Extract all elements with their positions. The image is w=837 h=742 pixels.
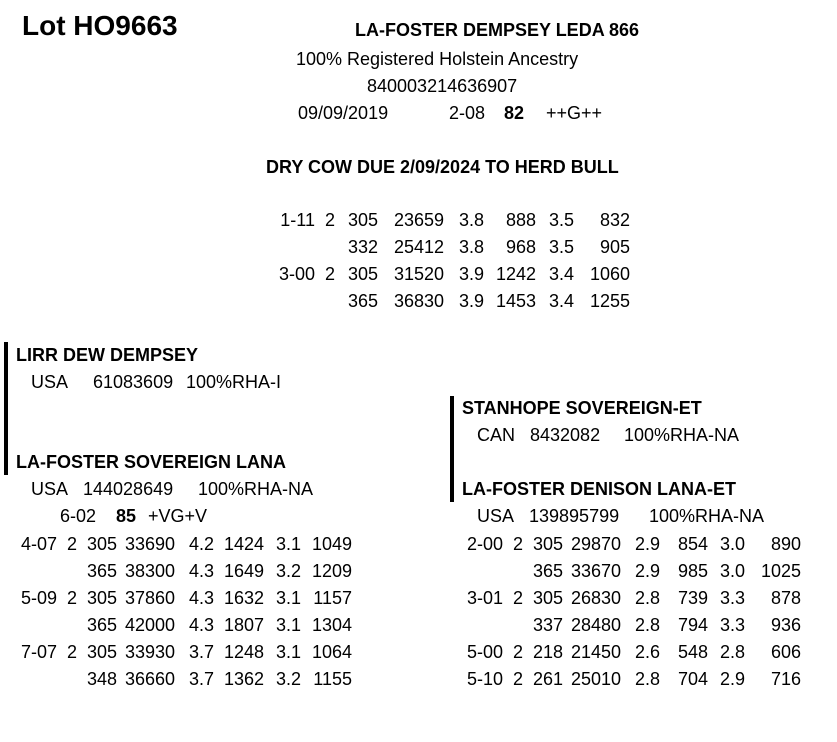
record-cell (15, 558, 57, 585)
record-cell: 21450 (570, 642, 621, 662)
record-cell: 2-00 (466, 534, 503, 554)
record-cell: 4.3 (188, 561, 214, 581)
record-cell: 1248 (223, 642, 264, 662)
record-cell: 968 (505, 237, 536, 257)
record-cell: 5-09 (20, 588, 57, 608)
record-cell: 4.3 (188, 615, 214, 635)
record-cell: 305 (86, 642, 117, 662)
record-cell (15, 612, 57, 639)
lot-number: Lot HO9663 (22, 10, 178, 41)
sire-reg: 61083609 (93, 372, 174, 392)
record-cell: 1209 (311, 561, 352, 581)
record-cell: 3.1 (275, 615, 301, 635)
record-row (461, 612, 801, 639)
record-cell: 936 (770, 615, 801, 635)
record-cell: 37860 (124, 588, 175, 608)
record-cell: 3.3 (719, 588, 745, 608)
record-cell: 3.8 (458, 237, 484, 257)
record-cell: 26830 (570, 588, 621, 608)
record-cell: 3-00 (278, 264, 315, 284)
record-cell: 31520 (393, 264, 444, 284)
dam-sire-rha: 100%RHA-NA (624, 425, 740, 445)
record-cell: 4-07 (20, 534, 57, 554)
record-cell: 25010 (570, 669, 621, 689)
record-cell: 2 (66, 534, 77, 554)
record-cell: 890 (770, 534, 801, 554)
record-cell: 3.1 (275, 642, 301, 662)
record-cell: 261 (532, 669, 563, 689)
class-score: 82 (504, 103, 525, 123)
record-row (15, 585, 352, 612)
dam-score: 85 (116, 506, 137, 526)
dam-score-suffix: +VG+V (148, 506, 208, 526)
record-cell: 739 (677, 588, 708, 608)
pedigree-bracket-dam-side (450, 396, 454, 502)
record-cell: 1453 (495, 291, 536, 311)
dam-production-records (15, 531, 352, 693)
record-row (272, 207, 630, 234)
record-cell: 2 (66, 642, 77, 662)
record-cell: 794 (677, 615, 708, 635)
record-cell: 2.9 (634, 561, 660, 581)
record-cell: 25412 (393, 237, 444, 257)
sire-country: USA (31, 372, 69, 392)
record-cell: 1632 (223, 588, 264, 608)
record-row (461, 666, 801, 693)
record-cell: 3.2 (275, 561, 301, 581)
record-cell: 5-00 (466, 642, 503, 662)
dam-sire-name: STANHOPE SOVEREIGN-ET (462, 398, 702, 418)
record-cell: 854 (677, 534, 708, 554)
record-cell: 1064 (311, 642, 352, 662)
record-cell (57, 612, 77, 639)
record-row (15, 558, 352, 585)
record-cell: 33690 (124, 534, 175, 554)
record-cell: 1424 (223, 534, 264, 554)
dam-reg: 144028649 (83, 479, 174, 499)
record-row (461, 585, 801, 612)
record-cell: 33930 (124, 642, 175, 662)
record-cell: 365 (347, 291, 378, 311)
record-cell: 348 (86, 669, 117, 689)
record-cell: 548 (677, 642, 708, 662)
record-cell: 3.9 (458, 264, 484, 284)
record-cell: 2.9 (634, 534, 660, 554)
record-cell: 332 (347, 237, 378, 257)
record-row (272, 288, 630, 315)
record-cell: 1362 (223, 669, 264, 689)
record-cell: 704 (677, 669, 708, 689)
record-cell: 3.7 (188, 642, 214, 662)
record-cell: 218 (532, 642, 563, 662)
record-cell: 305 (86, 534, 117, 554)
record-row (461, 558, 801, 585)
record-cell: 2 (512, 669, 523, 689)
record-cell: 716 (770, 669, 801, 689)
record-cell: 1025 (760, 561, 801, 581)
breeding-note: DRY COW DUE 2/09/2024 TO HERD BULL (266, 157, 619, 177)
record-cell: 3.0 (719, 534, 745, 554)
record-cell: 3.1 (275, 534, 301, 554)
record-cell: 2 (324, 210, 335, 230)
record-row (15, 666, 352, 693)
record-row (272, 234, 630, 261)
record-cell: 2.8 (634, 615, 660, 635)
record-cell (272, 288, 315, 315)
record-cell (461, 612, 503, 639)
record-cell: 305 (86, 588, 117, 608)
record-cell (315, 234, 335, 261)
record-cell: 33670 (570, 561, 621, 581)
dam-dam-production-records (461, 531, 801, 693)
record-cell: 28480 (570, 615, 621, 635)
record-row (15, 639, 352, 666)
record-row (15, 531, 352, 558)
record-cell: 2.8 (719, 642, 745, 662)
record-cell: 905 (599, 237, 630, 257)
record-cell: 3.8 (458, 210, 484, 230)
record-cell: 3.1 (275, 588, 301, 608)
cow-production-records (272, 207, 630, 315)
record-cell: 888 (505, 210, 536, 230)
record-row (461, 531, 801, 558)
record-cell: 4.3 (188, 588, 214, 608)
record-row (461, 639, 801, 666)
dam-sire-country: CAN (477, 425, 516, 445)
record-cell: 36660 (124, 669, 175, 689)
record-cell: 305 (532, 588, 563, 608)
class-score-suffix: ++G++ (546, 103, 603, 123)
record-cell: 1304 (311, 615, 352, 635)
sire-name: LIRR DEW DEMPSEY (16, 345, 199, 365)
record-cell: 3.5 (548, 210, 574, 230)
record-cell: 1649 (223, 561, 264, 581)
record-cell: 36830 (393, 291, 444, 311)
record-cell (15, 666, 57, 693)
record-cell: 4.2 (188, 534, 214, 554)
record-cell: 1255 (589, 291, 630, 311)
record-cell: 2.6 (634, 642, 660, 662)
record-cell: 3.2 (275, 669, 301, 689)
record-cell (57, 666, 77, 693)
record-cell: 305 (532, 534, 563, 554)
record-cell: 305 (347, 264, 378, 284)
record-cell (503, 612, 523, 639)
record-cell: 1157 (313, 588, 352, 608)
dam-country: USA (31, 479, 69, 499)
record-cell: 1060 (589, 264, 630, 284)
record-cell: 365 (86, 561, 117, 581)
record-cell: 985 (677, 561, 708, 581)
dam-class-age: 6-02 (60, 506, 97, 526)
pedigree-bracket (4, 342, 8, 475)
record-row (15, 612, 352, 639)
record-cell: 3.5 (548, 237, 574, 257)
record-cell: 878 (770, 588, 801, 608)
record-cell: 7-07 (20, 642, 57, 662)
dam-dam-rha: 100%RHA-NA (649, 506, 765, 526)
record-cell: 29870 (570, 534, 621, 554)
birth-date: 09/09/2019 (298, 103, 389, 123)
record-cell: 2 (66, 588, 77, 608)
record-cell: 606 (770, 642, 801, 662)
dam-dam-reg: 139895799 (529, 506, 620, 526)
record-cell (461, 558, 503, 585)
record-cell: 1-11 (280, 210, 315, 230)
record-cell: 3-01 (466, 588, 503, 608)
record-cell: 1807 (223, 615, 264, 635)
dam-sire-reg: 8432082 (530, 425, 601, 445)
record-cell: 3.3 (719, 615, 745, 635)
record-cell: 305 (347, 210, 378, 230)
cow-name: LA-FOSTER DEMPSEY LEDA 866 (355, 20, 640, 40)
record-cell: 337 (532, 615, 563, 635)
sire-rha: 100%RHA-I (186, 372, 282, 392)
record-cell: 42000 (124, 615, 175, 635)
record-cell: 3.0 (719, 561, 745, 581)
record-row (272, 261, 630, 288)
record-cell: 3.7 (188, 669, 214, 689)
record-cell: 3.9 (458, 291, 484, 311)
record-cell: 3.4 (548, 291, 574, 311)
record-cell: 2.8 (634, 669, 660, 689)
record-cell (57, 558, 77, 585)
record-cell (315, 288, 335, 315)
record-cell: 365 (532, 561, 563, 581)
dam-dam-country: USA (477, 506, 515, 526)
record-cell (272, 234, 315, 261)
record-cell (503, 558, 523, 585)
record-cell: 2.8 (634, 588, 660, 608)
record-cell: 832 (599, 210, 630, 230)
record-cell: 1049 (311, 534, 352, 554)
record-cell: 5-10 (466, 669, 503, 689)
class-age: 2-08 (449, 103, 486, 123)
record-cell: 2 (512, 534, 523, 554)
record-cell: 2.9 (719, 669, 745, 689)
record-cell: 1155 (313, 669, 352, 689)
cow-id: 840003214636907 (367, 76, 518, 96)
dam-name: LA-FOSTER SOVEREIGN LANA (16, 452, 287, 472)
record-cell: 2 (512, 642, 523, 662)
record-cell: 3.4 (548, 264, 574, 284)
record-cell: 38300 (124, 561, 175, 581)
dam-dam-name: LA-FOSTER DENISON LANA-ET (462, 479, 736, 499)
dam-rha: 100%RHA-NA (198, 479, 314, 499)
record-cell: 1242 (495, 264, 536, 284)
record-cell: 2 (512, 588, 523, 608)
record-cell: 23659 (393, 210, 444, 230)
ancestry-line: 100% Registered Holstein Ancestry (296, 49, 579, 69)
record-cell: 365 (86, 615, 117, 635)
record-cell: 2 (324, 264, 335, 284)
